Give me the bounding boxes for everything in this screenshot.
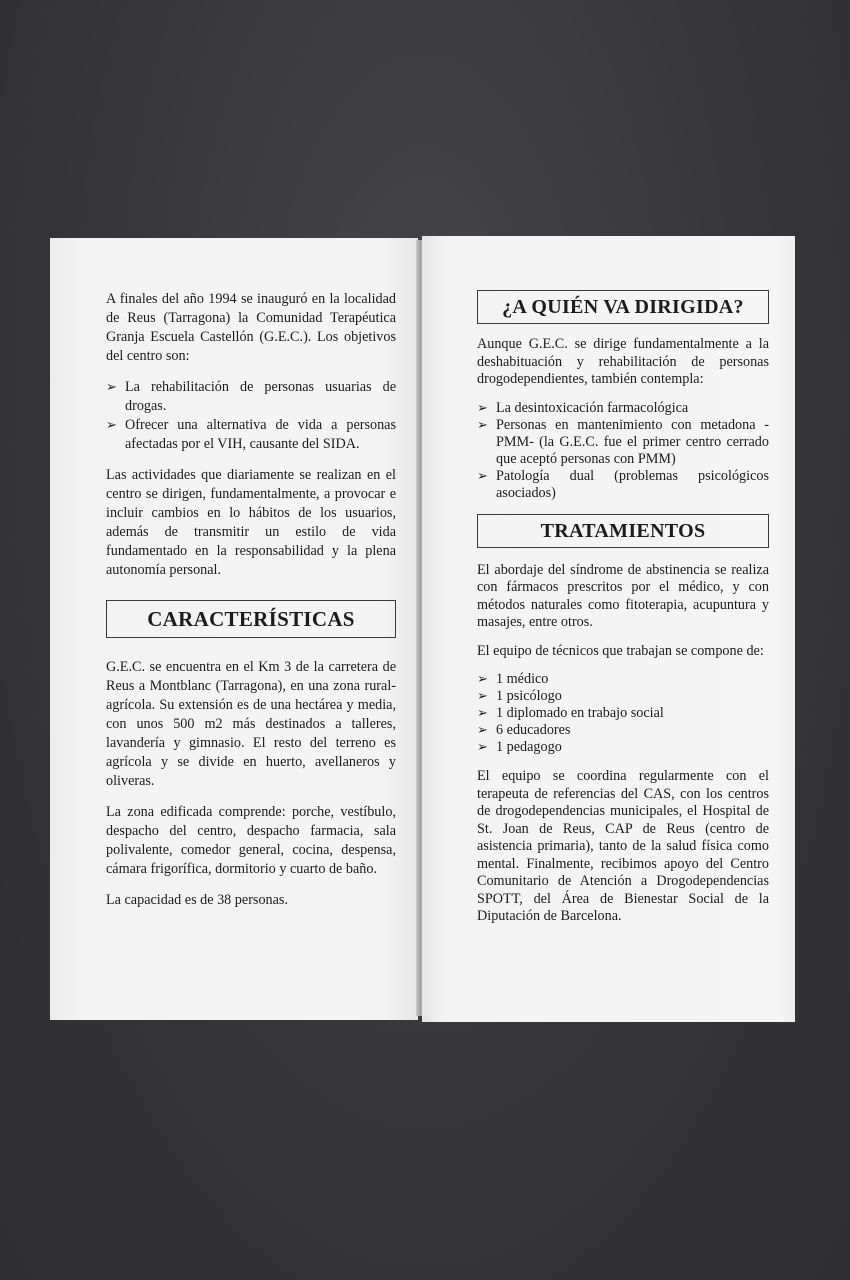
section-title-tratamientos: TRATAMIENTOS [477,514,769,548]
list-item: ➢ 1 médico [477,671,549,687]
list-item: ➢ La desintoxicación farmacológica [477,399,689,416]
intro-paragraph: A finales del año 1994 se inauguró en la localidad de Reus (Tarragona) la Comunidad Terapéutica Granja Escuela Castellón (G.E.C.). Los objetivos del centro son: [106,291,396,364]
location-paragraph: G.E.C. se encuentra en el Km 3 de la carretera de Reus a Montblanc (Tarragona), en una zona rural-agrícola. Su extensión es de una hectárea y media, con unos 500 m2 más destinados a talleres, lavandería y gimnasio. El resto del terreno es agrícola y se divide en huerto, avellaneros y oliveras. [106,659,396,789]
capacity-paragraph: La capacidad es de 38 personas. [106,892,288,908]
arrow-bullet-icon: ➢ [477,672,488,687]
objectives-list [106,378,396,454]
list-item: ➢ 1 diplomado en trabajo social [477,705,664,721]
arrow-bullet-icon: ➢ [477,723,488,738]
coordination-paragraph: El equipo se coordina regularmente con el terapeuta de referencias del CAS, con los centros de drogodependencias municipales, el Hospital de St. Joan de Reus, CAP de Reus (centro de asistencia primaria), tanto de la salud física como mental. Finalmente, recibimos apoyo del Centro Comunitario de Atención a Drogodependencias SPOTT, del Área de Bienestar Social de la Diputación de Barcelona. [477,768,769,924]
left-page [50,238,418,1020]
list-item: ➢ Ofrecer una alternativa de vida a personas afectadas por el VIH, causante del SIDA. [106,417,396,452]
activities-paragraph: Las actividades que diariamente se realizan en el centro se dirigen, fundamentalmente, a provocar e incluir cambios en lo hábitos de los usuarios, además de transmitir un estilo de vida fundamentado en la responsabilidad y la plena autonomía personal. [106,467,396,578]
arrow-bullet-icon: ➢ [106,380,117,395]
audience-list [477,400,769,502]
section-title-a-quien-va-dirigida: ¿A QUIÉN VA DIRIGIDA? [477,290,769,324]
brochure [50,236,795,1022]
arrow-bullet-icon: ➢ [477,706,488,721]
arrow-bullet-icon: ➢ [477,689,488,704]
arrow-bullet-icon: ➢ [106,418,117,433]
arrow-bullet-icon: ➢ [477,740,488,755]
arrow-bullet-icon: ➢ [477,417,488,433]
list-item: ➢ Patología dual (problemas psicológicos asociados) [477,467,769,501]
built-area-paragraph: La zona edificada comprende: porche, vestíbulo, despacho del centro, despacho farmacia, sala polivalente, comedor general, cocina, despensa, cámara frigorífica, dormitorio y cuarto de baño. [106,804,396,877]
audience-intro-paragraph: Aunque G.E.C. se dirige fundamentalmente a la deshabituación y rehabilitación de personas drogodependientes, también contempla: [477,336,769,387]
arrow-bullet-icon: ➢ [477,400,488,416]
list-item: ➢ La rehabilitación de personas usuarias de drogas. [106,379,396,414]
list-item: ➢ 6 educadores [477,722,571,738]
arrow-bullet-icon: ➢ [477,468,488,484]
section-title-caracteristicas: CARACTERÍSTICAS [106,600,396,638]
team-list [477,671,769,756]
list-item: ➢ Personas en mantenimiento con metadona -PMM- (la G.E.C. fue el primer centro cerrado que aceptó personas con PMM) [477,416,769,467]
treatment-paragraph: El abordaje del síndrome de abstinencia se realiza con fármacos prescritos por el médico, y con métodos naturales como fitoterapia, acupuntura y masajes, entre otros. [477,561,769,630]
list-item: ➢ 1 pedagogo [477,739,562,755]
list-item: ➢ 1 psicólogo [477,688,562,704]
team-intro-paragraph: El equipo de técnicos que trabajan se compone de: [477,642,764,659]
right-page [422,236,795,1022]
